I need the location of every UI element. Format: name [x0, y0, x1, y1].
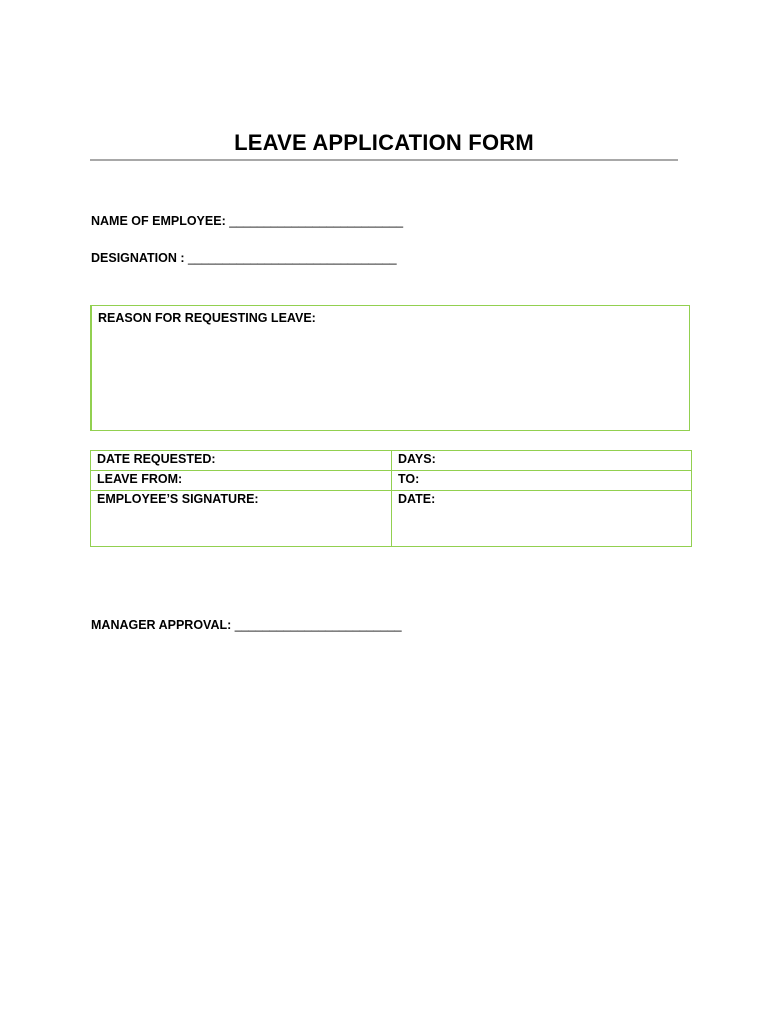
manager-approval-blank[interactable]: ________________________ [234, 618, 402, 632]
table-row [91, 471, 692, 491]
reason-label: REASON FOR REQUESTING LEAVE: [98, 311, 316, 325]
designation-label: DESIGNATION : [91, 251, 185, 265]
employee-signature-cell[interactable]: EMPLOYEE’S SIGNATURE: [91, 491, 392, 547]
date-requested-cell[interactable]: DATE REQUESTED: [91, 451, 392, 471]
employee-name-blank[interactable]: _________________________ [229, 214, 404, 228]
form-title: LEAVE APPLICATION FORM [234, 130, 534, 155]
signature-date-cell[interactable]: DATE: [392, 491, 692, 547]
manager-approval-label: MANAGER APPROVAL: [91, 618, 232, 632]
days-cell[interactable]: DAYS: [392, 451, 692, 471]
reason-box[interactable] [90, 305, 690, 431]
manager-approval-field [91, 618, 402, 632]
leave-details-table [90, 450, 692, 547]
leave-from-cell[interactable]: LEAVE FROM: [91, 471, 392, 491]
table-row [91, 451, 692, 471]
designation-field [91, 251, 397, 265]
title-underline [90, 159, 678, 161]
employee-name-field [91, 214, 403, 228]
leave-to-cell[interactable]: TO: [392, 471, 692, 491]
table-row [91, 491, 692, 547]
designation-blank[interactable]: ______________________________ [188, 251, 397, 265]
employee-name-label: NAME OF EMPLOYEE: [91, 214, 226, 228]
